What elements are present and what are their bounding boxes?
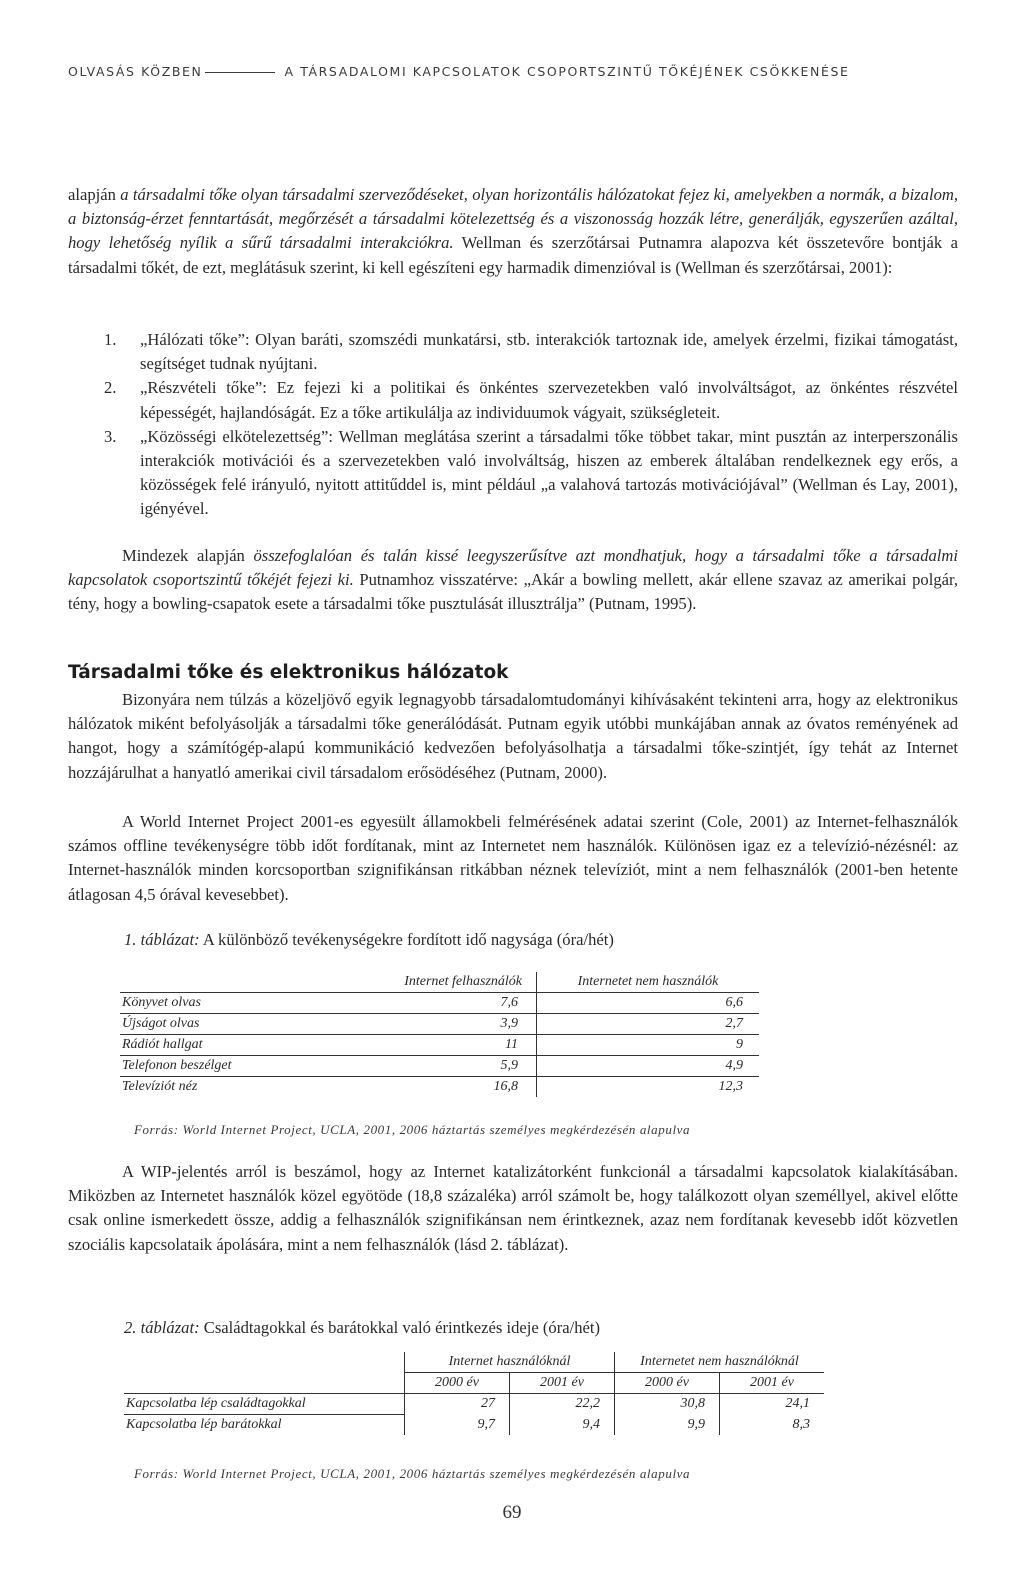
para1-rest: Wellman és szerzőtársai Putnamra alapozva két összetevőre bontják a társadalmi tőkét, de ezt, meglátásuk szerint, ki kell egészíteni egy harmadik dimenzióval is (Wellman és szerzőtársai, 2001): (68, 233, 958, 277)
table2-group2-header: Internetet nem használóknál (615, 1352, 825, 1373)
table-row: Kapcsolatba lép családtagokkal 27 22,2 30,8 24,1 (124, 1394, 824, 1415)
para2-lead: Mindezek alapján (122, 546, 254, 565)
running-header (68, 64, 958, 79)
table2-caption-label: 2. táblázat: (124, 1318, 200, 1337)
paragraph-1 (68, 183, 958, 280)
page-number: 69 (502, 1502, 522, 1523)
table-1 (120, 972, 759, 1097)
table-row: Újságot olvas 3,9 2,7 (120, 1014, 759, 1035)
table2-caption (124, 1318, 600, 1338)
header-rule (205, 72, 275, 73)
para2-rest: Putnamhoz visszatérve: „Akár a bowling mellett, akár ellene szavaz az amerikai polgár, tény, hogy a bowling-csapatok esete a társadalmi tőke pusztulását illusztrálja” (Putnam, 1995). (68, 570, 958, 614)
table-2 (124, 1352, 824, 1435)
list-item: 3. „Közösségi elkötelezettség”: Wellman meglátása szerint a társadalmi tőke többet takar, mint pusztán az interperszonális interakciók motivációi és a szervezetekben való involváltság, hiszen az emberek általában rendelkeznek egy erős, a közösségek felé irányuló, nyitott attitűddel is, mint például „a valahová tartozás motivációjával” (Wellman és Lay, 2001), igényével. (104, 426, 958, 519)
section-heading: Társadalmi tőke és elektronikus hálózatok (68, 662, 509, 683)
table-row: Televíziót néz 16,8 12,3 (120, 1077, 759, 1098)
table1-caption-label: 1. táblázat: (124, 930, 200, 949)
table1-source: Forrás: World Internet Project, UCLA, 2001, 2006 háztartás személyes megkérdezésén alapulva (134, 1122, 691, 1137)
paragraph-4: A World Internet Project 2001-es egyesült államokbeli felmérésének adatai szerint (Cole, 2001) az Internet-felhasználók számos offline tevékenységre több időt fordítanak, mint az Internetet nem használók. Különösen igaz ez a televízió-nézésnél: az Internet-használók minden korcsoportban szignifikánsan ritkábban néznek televíziót, mint a nem felhasználók (2001-ben hetente átlagosan 4,5 órával kevesebbet). (68, 812, 958, 904)
header-left: OLVASÁS KÖZBEN (68, 64, 203, 79)
table-subheader-row: 2000 év 2001 év 2000 év 2001 év (124, 1373, 824, 1394)
paragraph-5: A WIP-jelentés arról is beszámol, hogy az Internet katalizátorként funkcionál a társadalmi kapcsolatok kialakításában. Miközben az Internetet használók közel egyötöde (18,8 százaléka) arról számolt be, hogy találkozott olyan személlyel, akivel előtte csak online ismerkedett össze, addig a felhasználók szignifikánsan nem érintkeznek, azaz nem fordítanak kevesebb időt közvetlen szociális kapcsolataik ápolására, mint a nem felhasználók (lásd 2. táblázat). (68, 1162, 958, 1254)
table-row: Kapcsolatba lép barátokkal 9,7 9,4 9,9 8,3 (124, 1415, 824, 1436)
table1-col2-header: Internetet nem használók (537, 972, 760, 993)
list-item: 1. „Hálózati tőke”: Olyan baráti, szomszédi munkatársi, stb. interakciók tartoznak ide, amelyek érzelmi, fizikai támogatást, segítséget tudnak nyújtani. (104, 330, 958, 374)
table-row: Rádiót hallgat 11 9 (120, 1035, 759, 1056)
table2-caption-text: Családtagokkal és barátokkal való érintkezés ideje (óra/hét) (199, 1318, 600, 1337)
header-right: A TÁRSADALOMI KAPCSOLATOK CSOPORTSZINTŰ TŐKÉJÉNEK CSÖKKENÉSE (284, 64, 850, 79)
table1-caption-text: A különböző tevékenységekre fordított idő nagysága (óra/hét) (199, 930, 614, 949)
dimension-list (104, 328, 958, 522)
paragraph-2 (68, 544, 958, 617)
para1-italic: a társadalmi tőke olyan társadalmi szerveződéseket, olyan horizontális hálózatokat fejez ki, amelyekben a normák, a bizalom, a biztonság-érzet fenntartását, megőrzését a társadalmi kötelezettség és a viszonosság hozzák létre, generálják, egyszerűen azáltal, hogy lehetőség nyílik a sűrű társadalmi interakciókra. (68, 185, 958, 253)
table2-source: Forrás: World Internet Project, UCLA, 2001, 2006 háztartás személyes megkérdezésén alapulva (134, 1466, 691, 1481)
table-header-row (124, 1352, 824, 1373)
para1-lead: alapján (68, 185, 121, 204)
table1-col1-header: Internet felhasználók (308, 972, 537, 993)
table-row: Telefonon beszélget 5,9 4,9 (120, 1056, 759, 1077)
paragraph-3: Bizonyára nem túlzás a közeljövő egyik legnagyobb társadalomtudományi kihívásaként tekinteni arra, hogy az elektronikus hálózatok miként befolyásolják a társadalmi tőke generálódását. Putnam egyik utóbbi munkájában annak az óvatos reményének ad hangot, hogy a számítógép-alapú kommunikáció kedvezően befolyásolhatja a társadalmi tőke-szintjét, így tehát az Internet hozzájárulhat a hanyatló amerikai civil társadalom erősödéséhez (Putnam, 2000). (68, 690, 958, 782)
list-item: 2. „Részvételi tőke”: Ez fejezi ki a politikai és önkéntes szervezetekben való involváltságot, az önkéntes részvétel képességét, hajlandóságát. Ez a tőke artikulálja az individuumok vágyait, szükségleteit. (104, 378, 958, 422)
table2-group1-header: Internet használóknál (405, 1352, 615, 1373)
table-row: Könyvet olvas 7,6 6,6 (120, 993, 759, 1014)
table-header-row (120, 972, 759, 993)
table1-caption (124, 930, 614, 950)
para2-italic: összefoglalóan és talán kissé leegyszerűsítve azt mondhatjuk, hogy a társadalmi tőke a társadalmi kapcsolatok csoportszintű tőkéjét fejezi ki. (68, 546, 959, 590)
